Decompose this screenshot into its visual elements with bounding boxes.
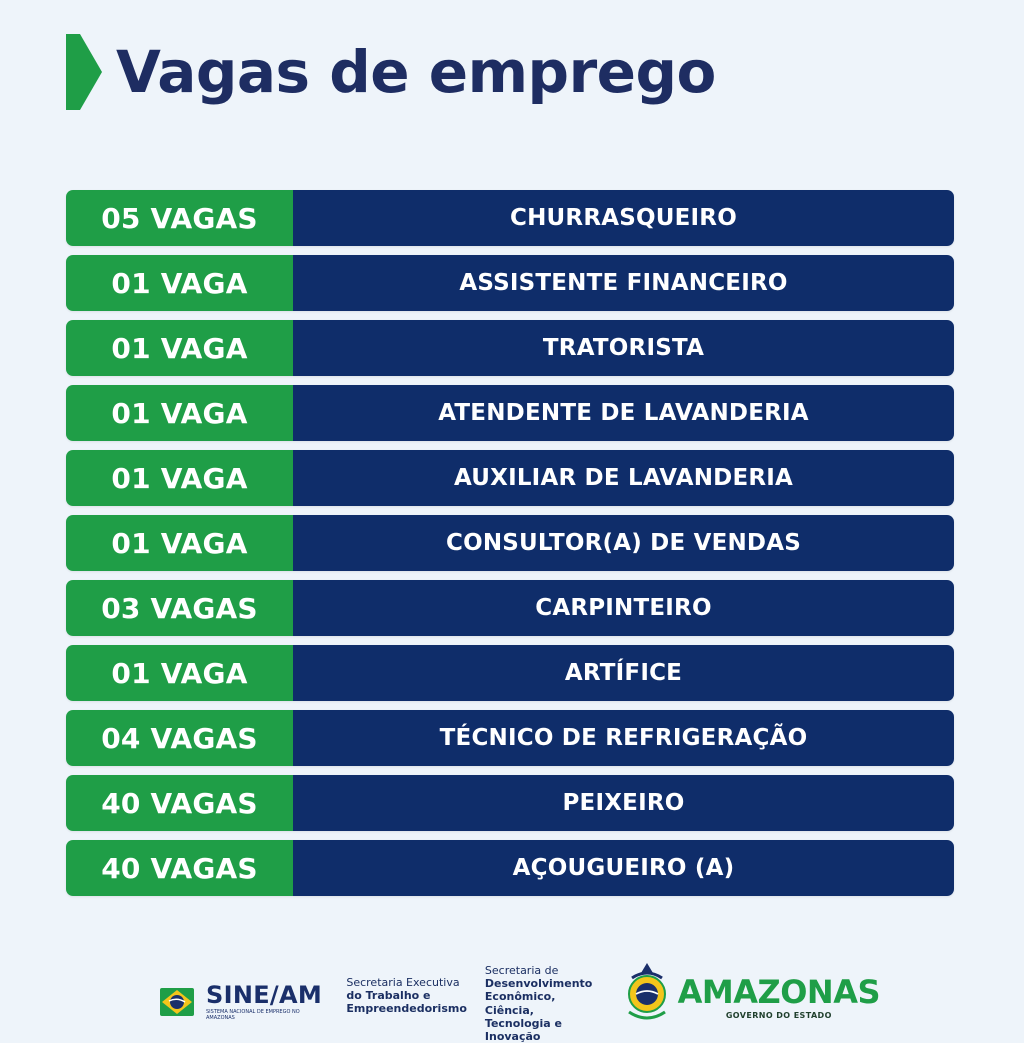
job-row [66, 385, 954, 441]
job-count: 03 VAGAS [66, 580, 293, 636]
secretaria-trabalho-line: Empreendedorismo [346, 1002, 467, 1016]
sine-name: SINE/AM [206, 981, 323, 1009]
secretaria-desenvolvimento-line: Tecnologia e Inovação [484, 1016, 563, 1043]
job-count: 05 VAGAS [66, 190, 293, 246]
job-count: 01 VAGA [66, 645, 293, 701]
job-count: 01 VAGA [66, 515, 293, 571]
secretaria-desenvolvimento-line: Econômico, Ciência, [484, 990, 556, 1017]
job-role: PEIXEIRO [293, 775, 954, 831]
sine-flag-icon [160, 982, 200, 1022]
job-role: AUXILIAR DE LAVANDERIA [293, 450, 954, 506]
job-row [66, 255, 954, 311]
job-role: AÇOUGUEIRO (A) [293, 840, 954, 896]
secretaria-trabalho [346, 976, 467, 1016]
job-count: 01 VAGA [66, 255, 293, 311]
job-role: CONSULTOR(A) DE VENDAS [293, 515, 954, 571]
job-count: 01 VAGA [66, 450, 293, 506]
job-row [66, 710, 954, 766]
amazonas-logo [622, 958, 880, 1024]
job-row [66, 450, 954, 506]
job-role: ARTÍFICE [293, 645, 954, 701]
secretaria-desenvolvimento [485, 964, 604, 1043]
job-role: TÉCNICO DE REFRIGERAÇÃO [293, 710, 954, 766]
sine-subtitle: SISTEMA NACIONAL DE EMPREGO NO AMAZONAS [206, 1009, 300, 1021]
secretaria-desenvolvimento-line: Desenvolvimento [484, 977, 593, 991]
job-count: 40 VAGAS [66, 775, 293, 831]
job-count: 04 VAGAS [66, 710, 293, 766]
job-row [66, 645, 954, 701]
secretaria-trabalho-line: Secretaria Executiva [346, 976, 460, 989]
secretaria-trabalho-line: do Trabalho e [346, 989, 431, 1003]
sine-logo [160, 976, 328, 1028]
footer-logos [160, 958, 880, 1043]
job-row [66, 515, 954, 571]
amazonas-name: AMAZONAS [677, 973, 880, 1011]
job-count: 01 VAGA [66, 385, 293, 441]
job-row [66, 320, 954, 376]
job-role: CHURRASQUEIRO [293, 190, 954, 246]
job-role: ATENDENTE DE LAVANDERIA [293, 385, 954, 441]
job-row [66, 580, 954, 636]
page-title: Vagas de emprego [116, 38, 716, 106]
job-role: ASSISTENTE FINANCEIRO [293, 255, 954, 311]
page-header [66, 34, 716, 110]
job-row [66, 840, 954, 896]
chevron-right-icon [66, 34, 102, 110]
amazonas-coat-of-arms-icon [622, 958, 672, 1024]
job-count: 01 VAGA [66, 320, 293, 376]
job-list [66, 190, 954, 905]
job-role: TRATORISTA [293, 320, 954, 376]
job-row [66, 775, 954, 831]
secretaria-desenvolvimento-line: Secretaria de [484, 964, 559, 977]
amazonas-subtitle: GOVERNO DO ESTADO [725, 1011, 832, 1020]
job-count: 40 VAGAS [66, 840, 293, 896]
job-role: CARPINTEIRO [293, 580, 954, 636]
job-row [66, 190, 954, 246]
